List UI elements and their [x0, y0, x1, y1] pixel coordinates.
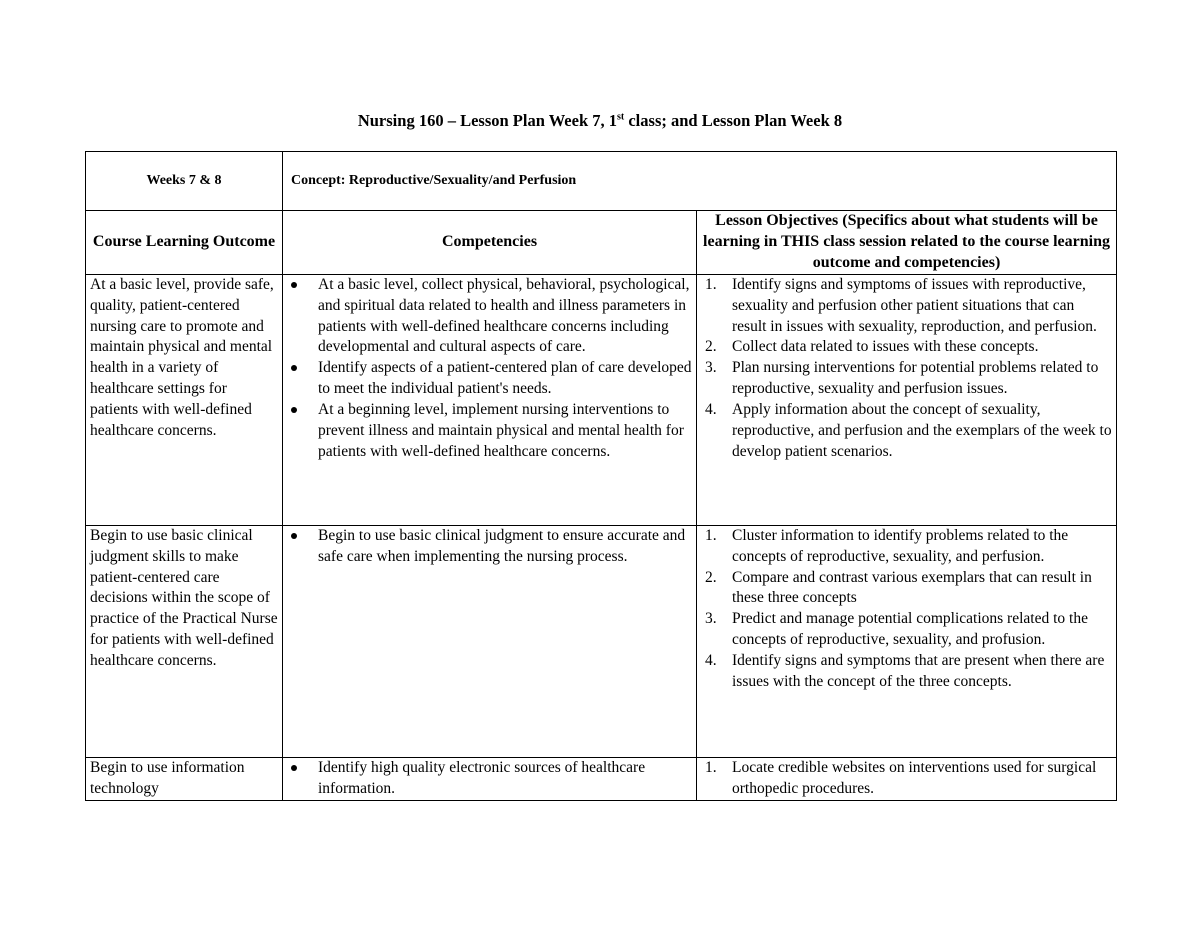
competency-item: At a beginning level, implement nursing interventions to prevent illness and maintain physical and mental health for patients with well-defined healthcare concerns.	[287, 400, 692, 463]
header-row	[86, 211, 1117, 275]
bullet-icon	[291, 533, 297, 539]
table-row	[86, 525, 1117, 757]
objective-item: 3. Plan nursing interventions for potential problems related to reproductive, sexuality and perfusion issues.	[705, 359, 1099, 398]
objective-item: 2. Compare and contrast various exemplars that can result in these three concepts	[705, 568, 1092, 607]
header-outcome: Course Learning Outcome	[86, 211, 283, 275]
lesson-plan-table	[85, 151, 1117, 801]
competency-item: Identify aspects of a patient-centered plan of care developed to meet the individual patient's needs.	[287, 358, 692, 400]
objective-list	[701, 758, 1112, 800]
competencies-cell	[283, 274, 697, 525]
competency-item: Identify high quality electronic sources of healthcare information.	[287, 758, 692, 800]
competency-list	[287, 275, 692, 463]
bullet-icon	[291, 765, 297, 771]
objective-item: 1. Locate credible websites on interventions used for surgical orthopedic procedures.	[705, 758, 1097, 797]
title-text-rest: class; and Lesson Plan Week 8	[624, 111, 843, 130]
competencies-cell	[283, 525, 697, 757]
table-row	[86, 757, 1117, 800]
competency-item: At a basic level, collect physical, behavioral, psychological, and spiritual data related to health and illness parameters in patients with well-defined healthcare concerns including developmental and cultural aspects of care.	[287, 275, 692, 359]
objectives-cell	[697, 274, 1117, 525]
header-objectives: Lesson Objectives (Specifics about what students will be learning in THIS class session related to the course learning outcome and competencies)	[697, 211, 1117, 275]
objectives-cell	[697, 525, 1117, 757]
objective-item: 1. Identify signs and symptoms of issues with reproductive, sexuality and perfusion other patient situations that can result in issues with sexuality, reproduction, and perfusion.	[705, 275, 1097, 335]
objective-item: 4. Apply information about the concept of sexuality, reproductive, and perfusion and the exemplars of the week to develop patient scenarios.	[705, 401, 1112, 460]
objective-item: 2. Collect data related to issues with these concepts.	[705, 338, 1039, 356]
competency-list	[287, 526, 692, 568]
header-competencies: Competencies	[283, 211, 697, 275]
bullet-icon	[291, 282, 297, 288]
page-title	[0, 110, 1200, 132]
outcome-cell: Begin to use information technology	[86, 757, 283, 800]
title-superscript: st	[617, 111, 625, 123]
weeks-row	[86, 152, 1117, 211]
competencies-cell	[283, 757, 697, 800]
objective-list	[701, 275, 1112, 463]
outcome-cell: Begin to use basic clinical judgment skills to make patient-centered care decisions within the scope of practice of the Practical Nurse for patients with well-defined healthcare concerns.	[86, 525, 283, 757]
competency-list	[287, 758, 692, 800]
objective-list	[701, 526, 1112, 693]
concept-label: Concept: Reproductive/Sexuality/and Perfusion	[283, 152, 1117, 211]
outcome-cell: At a basic level, provide safe, quality, patient-centered nursing care to promote and maintain physical and mental health in a variety of healthcare settings for patients with well-defined healthcare concerns.	[86, 274, 283, 525]
objective-item: 1. Cluster information to identify problems related to the concepts of reproductive, sexuality, and perfusion.	[705, 526, 1069, 565]
title-text: Nursing 160 – Lesson Plan Week 7, 1	[357, 111, 617, 130]
bullet-icon	[291, 365, 297, 371]
weeks-label: Weeks 7 & 8	[86, 152, 283, 211]
objectives-cell	[697, 757, 1117, 800]
objective-item: 4. Identify signs and symptoms that are present when there are issues with the concept of the three concepts.	[705, 652, 1105, 691]
table-row	[86, 274, 1117, 525]
competency-item: Begin to use basic clinical judgment to ensure accurate and safe care when implementing the nursing process.	[287, 526, 692, 568]
bullet-icon	[291, 407, 297, 413]
objective-item: 3. Predict and manage potential complications related to the concepts of reproductive, sexuality, and profusion.	[705, 610, 1088, 649]
